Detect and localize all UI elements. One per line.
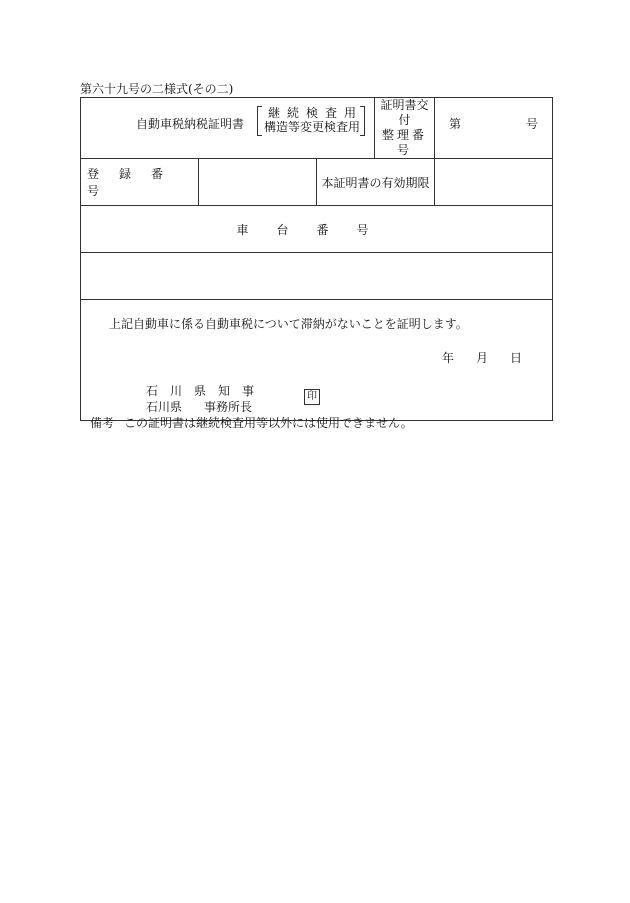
remark-text: この証明書は継続検査用等以外には使用できません。	[124, 416, 413, 430]
form-title: 第六十九号の二様式(その二)	[80, 82, 234, 96]
vin-row	[81, 253, 553, 300]
validity-field[interactable]	[435, 159, 553, 206]
issuer-office-prefix: 石川県	[146, 400, 183, 414]
vin-label-row	[81, 206, 553, 253]
issuer-office	[146, 398, 252, 415]
registration-number-label: 登録番号	[81, 159, 199, 206]
purpose-structure-change-inspection: 構造等変更検査用	[264, 120, 361, 134]
registration-number-field[interactable]	[199, 159, 317, 206]
date-year-label: 年	[442, 351, 455, 365]
vin-field[interactable]	[81, 253, 553, 300]
registration-row	[81, 159, 553, 206]
issue-number-header-line2: 整理番号	[382, 128, 428, 157]
issuer-governor: 石川県知事	[146, 384, 267, 398]
issuer-office-suffix: 事務所長	[204, 400, 253, 414]
statement-cell	[81, 300, 553, 421]
statement-row	[81, 300, 553, 421]
issue-date	[442, 349, 522, 366]
certificate-form	[80, 97, 553, 421]
issue-number-header	[375, 98, 435, 159]
statement-text: 上記自動車に係る自動車税について滞納がないことを証明します。	[109, 317, 468, 331]
purpose-continuous-inspection: 継続検査用	[268, 106, 364, 120]
issue-number-header-line1: 証明書交付	[380, 98, 429, 127]
official-seal: 印	[304, 389, 320, 405]
certificate-name-cell	[81, 98, 375, 159]
vin-label: 車台番号	[81, 206, 553, 253]
bracket-right	[360, 106, 365, 136]
issue-number-suffix: 号	[526, 117, 539, 131]
validity-label: 本証明書の有効期限	[317, 159, 435, 206]
certificate-name: 自動車税納税証明書	[136, 117, 245, 131]
issue-number-prefix: 第	[449, 117, 462, 131]
bracket-left	[257, 106, 262, 136]
issue-number-field[interactable]	[435, 98, 553, 159]
remark	[90, 414, 413, 431]
purpose-options	[264, 106, 363, 134]
date-day-label: 日	[510, 351, 523, 365]
header-row	[81, 98, 553, 159]
date-month-label: 月	[476, 351, 489, 365]
remark-label: 備考	[90, 416, 115, 430]
